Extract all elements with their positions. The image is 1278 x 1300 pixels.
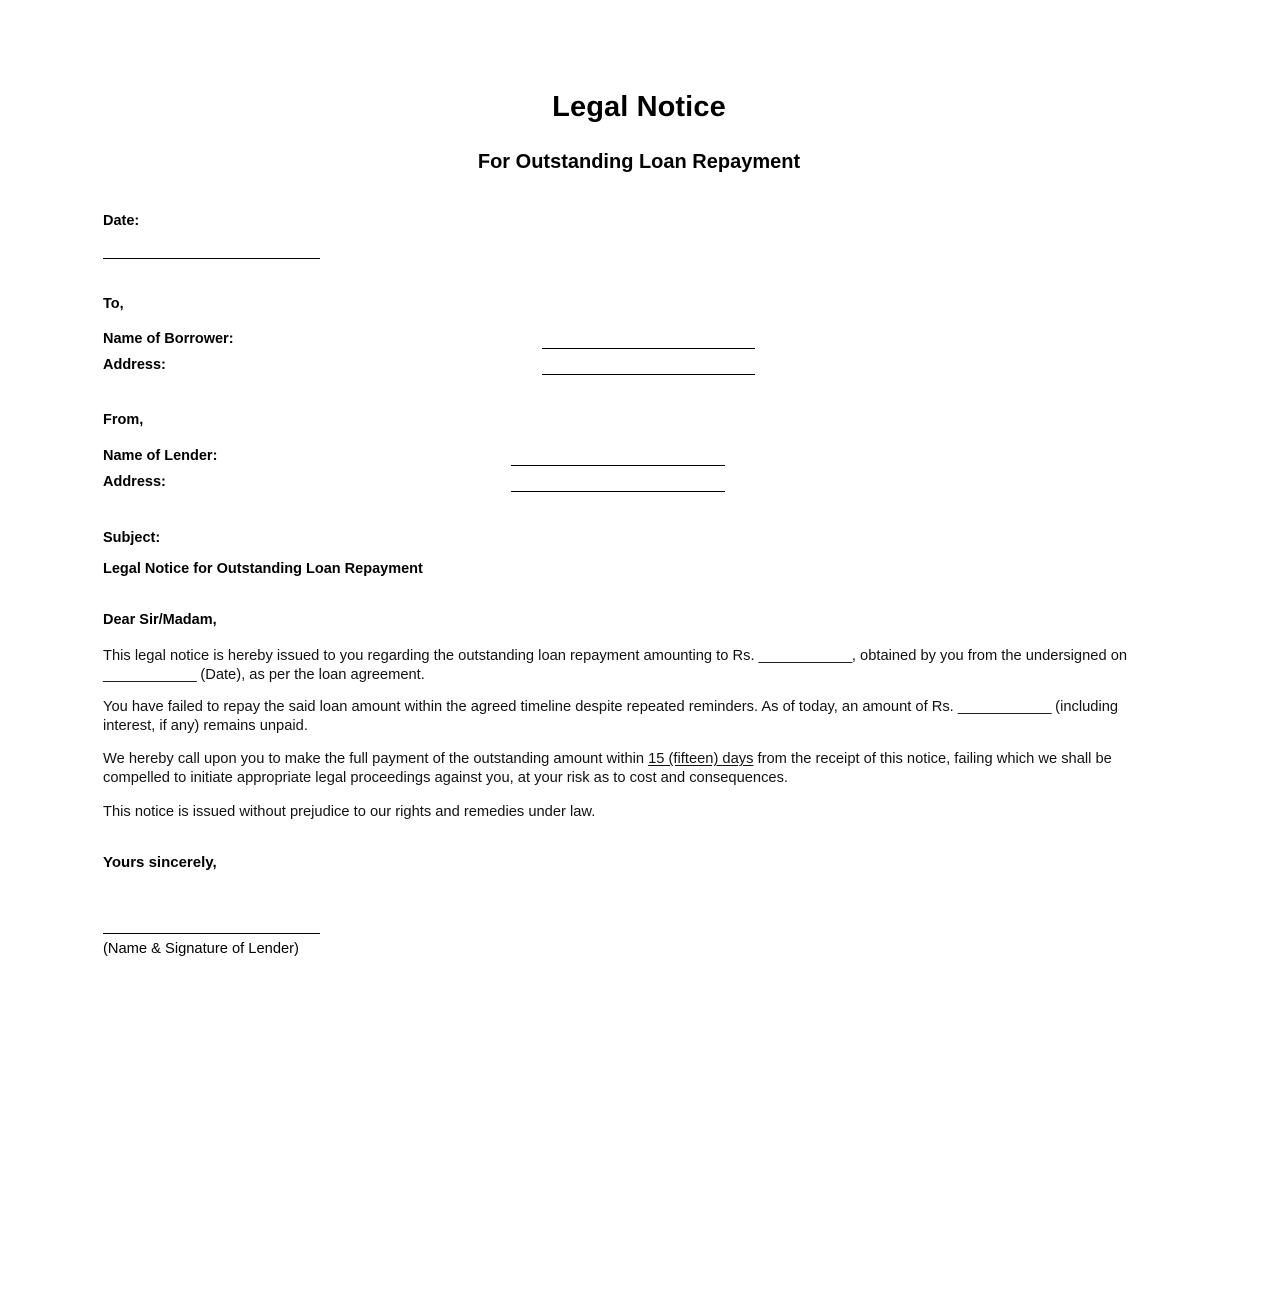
p2-text-a: You have failed to repay the said loan amount within the agreed timeline despite repeated reminders. As of today, an amount of Rs.: [103, 699, 958, 715]
lender-address-blank-rule[interactable]: [511, 491, 725, 492]
p3-text-a: We hereby call upon you to make the full payment of the outstanding amount within: [103, 751, 649, 767]
p1-date-blank[interactable]: ____________: [103, 666, 197, 683]
p1-text-a: This legal notice is hereby issued to you regarding the outstanding loan repayment amounting to Rs.: [103, 648, 759, 664]
closing-salutation: Yours sincerely,: [103, 854, 217, 871]
subject-heading: Subject:: [103, 530, 161, 546]
borrower-name-blank-rule[interactable]: [542, 348, 755, 349]
borrower-address-label: Address:: [103, 357, 166, 373]
body-paragraph-2: [103, 698, 1150, 735]
p1-amount-blank[interactable]: ____________: [758, 648, 852, 664]
lender-name-blank-rule[interactable]: [511, 465, 725, 466]
signature-caption: (Name & Signature of Lender): [103, 941, 299, 957]
signature-line-rule[interactable]: [103, 933, 320, 934]
p3-deadline-emphasis: 15 (fifteen) days: [648, 751, 754, 767]
p1-text-c: (Date), as per the loan agreement.: [196, 666, 425, 683]
lender-name-label: Name of Lender:: [103, 448, 218, 464]
page-subtitle: For Outstanding Loan Repayment: [477, 151, 801, 173]
date-label: Date:: [103, 213, 140, 229]
p1-text-b: , obtained by you from the undersigned on: [851, 648, 1128, 664]
borrower-address-blank-rule[interactable]: [542, 374, 755, 375]
p2-text-b: (including interest, if any) remains unpaid.: [103, 699, 1119, 734]
body-paragraph-3: [103, 750, 1150, 787]
lender-address-label: Address:: [103, 474, 166, 490]
p3-text-b: from the receipt of this notice, failing which we shall be compelled to initiate appropriate legal proceedings against you, at your risk as to cost and consequences.: [103, 751, 1112, 786]
p2-amount-blank[interactable]: ____________: [957, 699, 1052, 715]
to-heading: To,: [103, 296, 124, 312]
borrower-name-label: Name of Borrower:: [103, 331, 234, 347]
subject-text: Legal Notice for Outstanding Loan Repayment: [103, 561, 423, 577]
body-paragraph-4: This notice is issued without prejudice to our rights and remedies under law.: [103, 804, 596, 820]
date-blank-rule[interactable]: [103, 258, 320, 259]
from-heading: From,: [103, 412, 144, 428]
page-title: Legal Notice: [552, 91, 726, 123]
salutation: Dear Sir/Madam,: [103, 612, 217, 628]
body-paragraph-1: [103, 647, 1150, 684]
